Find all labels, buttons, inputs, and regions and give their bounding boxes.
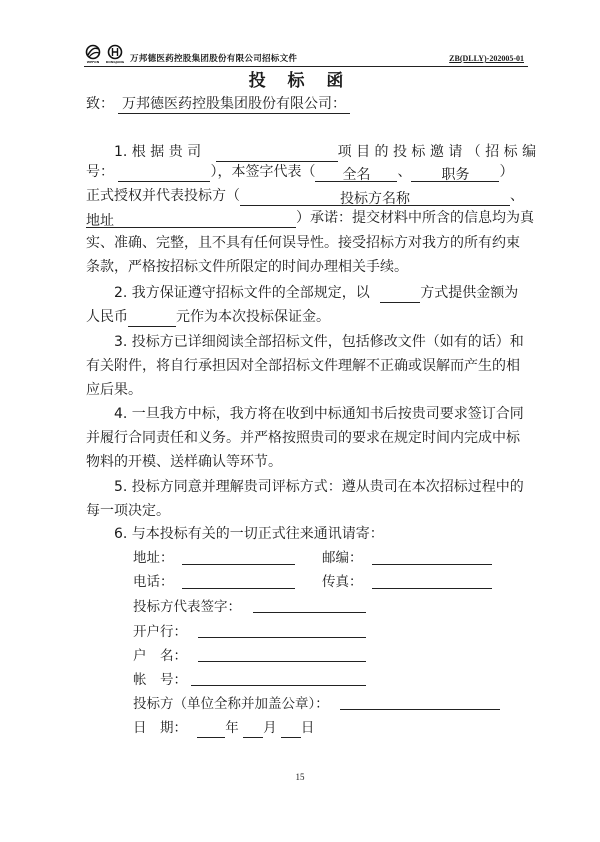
p1-line2 <box>86 162 513 182</box>
page-number: 15 <box>295 772 305 782</box>
rep-signature-input[interactable] <box>253 611 366 613</box>
date-label: 日 期： <box>133 720 187 736</box>
p1-line3 <box>86 186 524 206</box>
bank-input[interactable] <box>198 636 366 638</box>
text: 元作为本次投标保证金。 <box>176 309 330 325</box>
phone-input[interactable] <box>182 587 295 589</box>
page-title: 投 标 函 <box>248 71 352 91</box>
p5-line1: 5. 投标方同意并理解贵司评标方式：遵从贵司在本次招标过程中的 <box>114 479 524 495</box>
p3-line2: 有关附件，将自行承担因对全部招标文件理解不正确或误解而产生的相 <box>86 358 520 374</box>
bidder-address-field[interactable]: 地址 <box>86 211 296 228</box>
text: 正式授权并代表投标方（ <box>86 188 240 204</box>
address-label: 地址： <box>133 550 174 566</box>
logo-left-label: WEFON <box>86 60 100 64</box>
fax-label: 传真： <box>322 574 363 590</box>
text: 人民币 <box>86 309 128 325</box>
p6-line1: 6. 与本投标有关的一切正式往来通讯请寄： <box>114 526 384 542</box>
day-label: 日 <box>300 720 315 736</box>
year-input[interactable] <box>197 722 225 738</box>
postcode-input[interactable] <box>372 563 492 565</box>
project-name-blank[interactable] <box>216 145 338 162</box>
text: 项 目 的 投 标 邀 请 （ 招 标 编 <box>337 144 537 160</box>
bidder-seal-label: 投标方（单位全称并加盖公章）： <box>133 696 329 712</box>
account-name-input[interactable] <box>198 660 366 662</box>
recipient-prefix: 致： <box>86 96 114 112</box>
fax-input[interactable] <box>372 587 492 589</box>
p1-line4 <box>86 208 534 228</box>
dongjang-logo-icon <box>106 44 124 64</box>
p5-line2: 每一项决定。 <box>86 503 170 519</box>
text: ），本签字代表（ <box>210 164 316 180</box>
address-input[interactable] <box>182 563 295 565</box>
p4-line3: 物料的开模、送样确认等环节。 <box>86 454 282 470</box>
account-no-label: 帐 号： <box>133 672 187 688</box>
rep-signature-label: 投标方代表签字： <box>133 599 241 615</box>
deposit-amount-blank[interactable] <box>128 310 176 327</box>
p1-line6: 条款，严格按招标文件所限定的时间办理相关手续。 <box>86 259 408 275</box>
p1-line1 <box>114 142 536 162</box>
phone-label: 电话： <box>133 574 174 590</box>
payment-method-blank[interactable] <box>380 286 420 303</box>
recipient-company: 万邦德医药控股集团股份有限公司： <box>118 93 350 114</box>
account-no-input[interactable] <box>191 684 366 686</box>
year-label: 年 <box>225 720 239 736</box>
account-name-label: 户 名： <box>133 648 187 664</box>
text: 号： <box>86 164 114 180</box>
text: 方式提供金额为 <box>420 285 519 301</box>
date-row <box>133 718 314 738</box>
month-label: 月 <box>263 720 277 736</box>
text: 、 <box>397 164 412 180</box>
text: 1. 根 据 贵 司 <box>114 144 202 160</box>
doc-code: ZB(DLLY)-202005-01 <box>449 54 524 63</box>
wefon-logo-icon <box>84 44 102 64</box>
p3-line1: 3. 投标方已详细阅读全部招标文件，包括修改文件（如有的话）和 <box>114 334 524 350</box>
month-input[interactable] <box>243 722 263 738</box>
page-header <box>84 44 528 67</box>
recipient-line <box>86 93 350 114</box>
day-input[interactable] <box>281 722 301 738</box>
text: ） <box>499 164 514 180</box>
bank-label: 开户行： <box>133 624 187 640</box>
postcode-label: 邮编： <box>322 550 363 566</box>
p4-line1: 4. 一旦我方中标，我方将在收到中标通知书后按贵司要求签订合同 <box>114 406 524 422</box>
text: 、 <box>510 188 524 204</box>
rep-name-field[interactable]: 全名 <box>315 165 397 182</box>
rep-title-field[interactable]: 职务 <box>411 165 499 182</box>
logo-right-label: DONGJANG <box>105 60 125 64</box>
bidder-seal-input[interactable] <box>340 708 500 710</box>
text: ）承诺：提交材料中所含的信息均为真 <box>296 210 534 226</box>
text: 2. 我方保证遵守招标文件的全部规定，以 <box>114 285 370 301</box>
p1-line5: 实、准确、完整，且不具有任何误导性。接受招标方对我方的所有约束 <box>86 235 520 251</box>
p3-line3: 应后果。 <box>86 382 142 398</box>
header-doc-title: 万邦德医药控股集团股份有限公司招标文件 <box>130 54 298 64</box>
p2-line1 <box>114 283 518 303</box>
p4-line2: 并履行合同责任和义务。并严格按照贵司的要求在规定时间内完成中标 <box>86 430 520 446</box>
p2-line2 <box>86 307 330 327</box>
tender-number-blank[interactable] <box>118 165 210 182</box>
bidder-name-field[interactable]: 投标方名称 <box>240 189 510 206</box>
